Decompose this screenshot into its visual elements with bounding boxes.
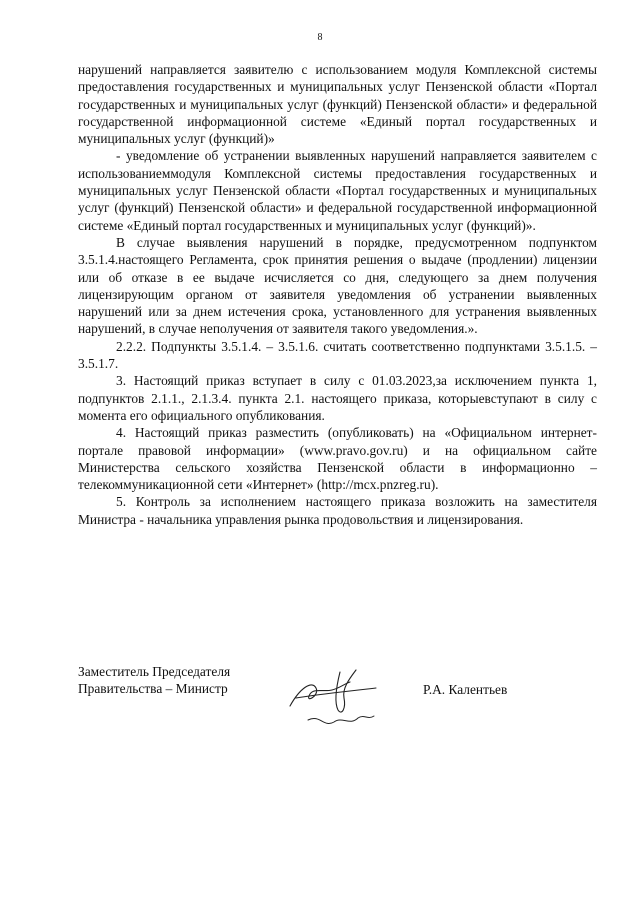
paragraph-6: 4. Настоящий приказ разместить (опубликовать) на «Официальном интернет-портале правовой информации» (www.pravo.gov.ru) и на официальном сайте Министерства сельского хозяйства Пензенской области в информационно – телекоммуникационной сети «Интернет» (http://mcx.pnzreg.ru). — [78, 425, 597, 493]
position-line-2: Правительства – Министр — [78, 681, 228, 697]
signatory-position — [78, 663, 230, 698]
paragraph-3: В случае выявления нарушений в порядке, предусмотренном подпунктом 3.5.1.4.настоящего Регламента, срок принятия решения о выдаче (продлении) лицензии или об отказе в ее выдаче исчисляется со дня, следующего за днем получения лицензирующим органом от заявителя уведомления об устранении выявленных нарушений или за днем истечения срока, установленного для устранения выявленных нарушений, в случае неполучения от заявителя такого уведомления.». — [78, 234, 597, 337]
signatory-name: Р.А. Калентьев — [423, 682, 508, 697]
paragraph-5: 3. Настоящий приказ вступает в силу с 01.03.2023,за исключением пункта 1, подпунктов 2.1.1., 2.1.3.4. пункта 2.1. настоящего приказа, которыевступают в силу с момента его официального опубликования. — [78, 373, 597, 423]
document-body — [78, 61, 597, 528]
paragraph-2: - уведомление об устранении выявленных нарушений направляется заявителем с использованиеммодуля Комплексной системы предоставления государственных и муниципальных услуг Пензенской области «Портал государственных и муниципальных услуг (функций) Пензенской области» и федеральной государственной информационной системе «Единый портал государственных и муниципальных услуг (функций)». — [78, 148, 597, 233]
paragraph-1: нарушений направляется заявителю с использованием модуля Комплексной системы предоставления государственных и муниципальных услуг Пензенской области «Портал государственных и муниципальных услуг (функций) Пензенской области» и федеральной государственной информационной системе «Единый портал государственных и муниципальных услуг (функций)» — [78, 62, 597, 147]
paragraph-7: 5. Контроль за исполнением настоящего приказа возложить на заместителя Министра - начальника управления рынка продовольствия и лицензирования. — [78, 494, 597, 527]
paragraph-4: 2.2.2. Подпункты 3.5.1.4. – 3.5.1.6. считать соответственно подпунктами 3.5.1.5. – 3.5.1.7. — [78, 338, 597, 372]
handwritten-signature — [280, 658, 400, 738]
page-number: 8 — [317, 32, 323, 43]
position-line-1: Заместитель Председателя — [78, 664, 231, 679]
